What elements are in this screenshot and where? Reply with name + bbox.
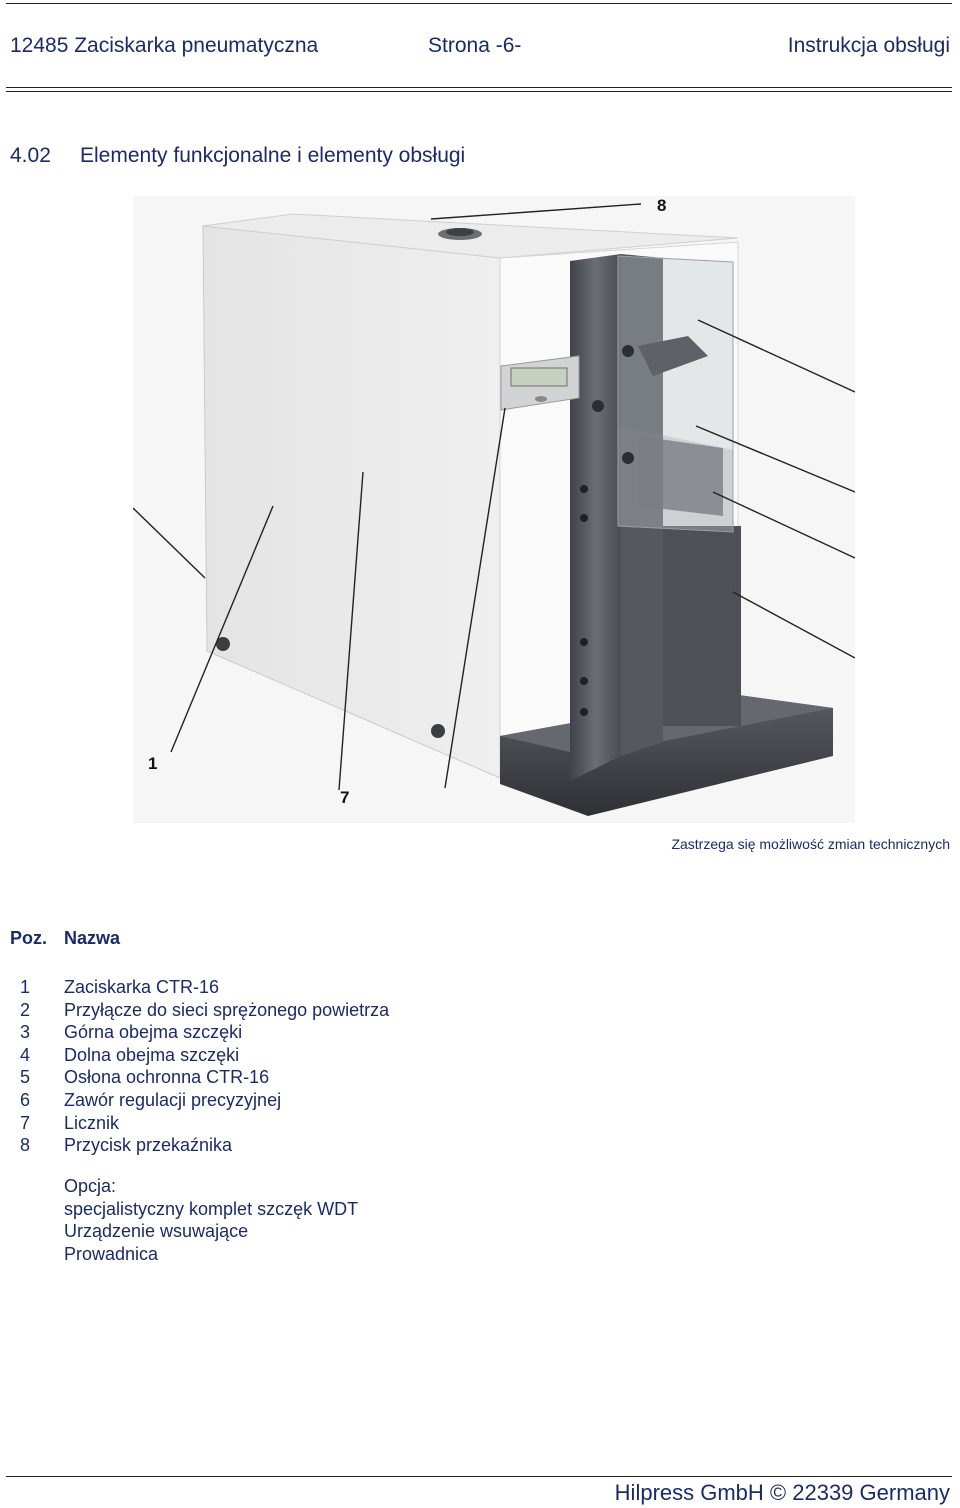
row-name: Górna obejma szczęki [64, 1022, 243, 1043]
section-heading [10, 144, 465, 168]
options-block [64, 1175, 358, 1265]
column-header-position: Poz. [10, 928, 48, 948]
option-item: Prowadnica [64, 1243, 159, 1264]
press-column [570, 254, 621, 781]
row-name: Dolna obejma szczęki [64, 1044, 240, 1065]
footer-rule [6, 1476, 952, 1477]
row-position: 4 [20, 1044, 31, 1065]
callout-7: 7 [340, 788, 350, 807]
callout-8: 8 [657, 196, 667, 215]
option-item: Urządzenie wsuwające [64, 1221, 249, 1242]
row-name: Przyłącze do sieci sprężonego powietrza [64, 999, 390, 1020]
row-name: Przycisk przekaźnika [64, 1135, 233, 1156]
row-position: 3 [20, 1022, 31, 1043]
row-position: 5 [20, 1067, 31, 1088]
row-name: Zaciskarka CTR-16 [64, 977, 220, 997]
option-item: specjalistyczny komplet szczęk WDT [64, 1198, 359, 1219]
technical-changes-note: Zastrzega się możliwość zmian technicznych [671, 836, 950, 852]
column-header-name: Nazwa [64, 928, 121, 948]
row-name: Zawór regulacji precyzyjnej [64, 1089, 282, 1110]
crimping-machine-photo [133, 196, 855, 823]
row-name: Licznik [64, 1112, 120, 1133]
options-label: Opcja: [64, 1176, 117, 1196]
lower-jaw-block [663, 526, 741, 726]
row-position: 2 [20, 999, 31, 1020]
section-number: 4.02 [10, 144, 51, 167]
row-position: 1 [20, 977, 31, 997]
header-bottom-rule-2 [6, 91, 952, 92]
section-title-text: Elementy funkcjonalne i elementy obsługi [80, 144, 466, 167]
header-bottom-rule [6, 87, 952, 88]
callout-1: 1 [148, 754, 158, 773]
header-manual-label: Instrukcja obsługi [787, 34, 950, 57]
header-document-title: 12485 Zaciskarka pneumatyczna [10, 34, 319, 57]
row-position: 6 [20, 1089, 31, 1110]
row-name: Osłona ochronna CTR-16 [64, 1067, 270, 1088]
lower-jaw-holder [638, 436, 723, 516]
row-position: 7 [20, 1112, 31, 1133]
footer-company: Hilpress GmbH © 22339 Germany [614, 1480, 950, 1505]
header-page-number: Strona -6- [428, 34, 522, 57]
row-position: 8 [20, 1135, 31, 1156]
header-top-rule [6, 3, 952, 4]
